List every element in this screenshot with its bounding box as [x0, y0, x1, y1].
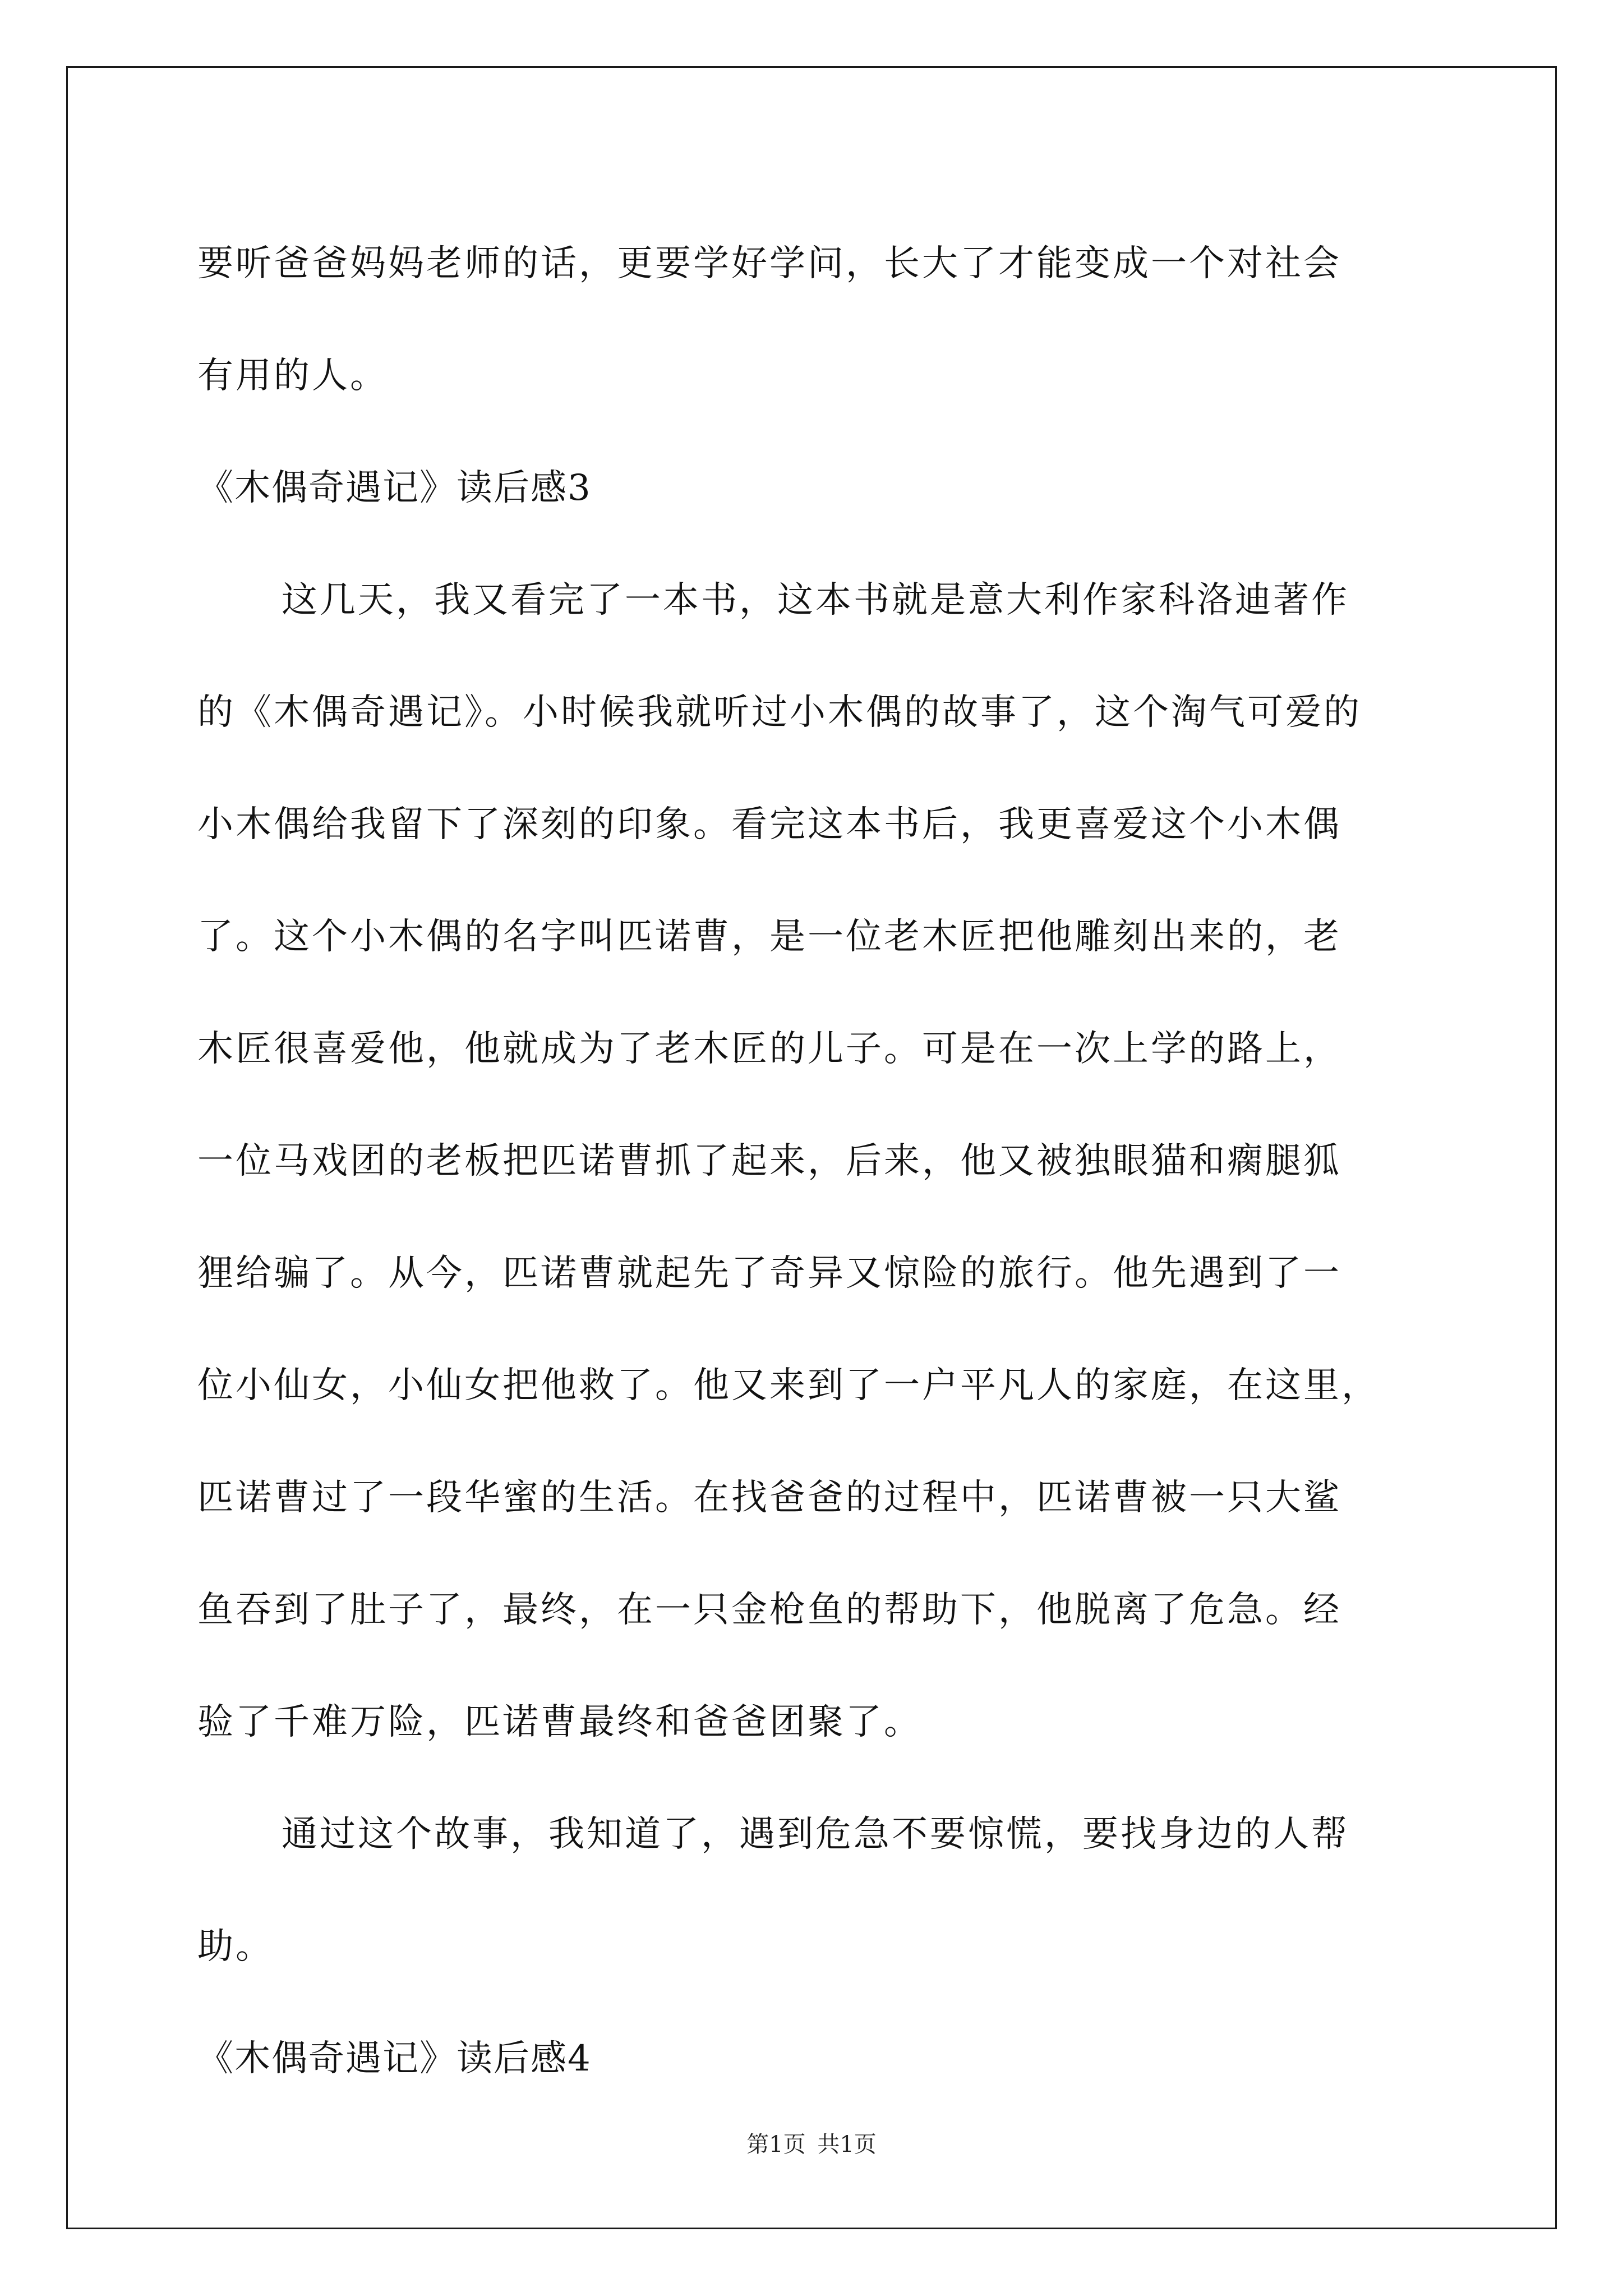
text-line: 有用的人。 [197, 355, 388, 397]
text-line: 验了千难万险，匹诺曹最终和爸爸团聚了。 [197, 1701, 922, 1743]
text-line: 木匠很喜爱他，他就成为了老木匠的儿子。可是在一次上学的路上， [197, 1028, 1341, 1070]
section-heading: 《木偶奇遇记》读后感3 [197, 467, 592, 509]
text-line: 了。这个小木偶的名字叫匹诺曹，是一位老木匠把他雕刻出来的，老 [197, 916, 1341, 958]
text-line: 通过这个故事，我知道了，遇到危急不要惊慌，要找身边的人帮 [282, 1814, 1349, 1855]
text-line: 一位马戏团的老板把匹诺曹抓了起来，后来，他又被独眼猫和瘸腿狐 [197, 1140, 1341, 1182]
page-footer [0, 2131, 1623, 2159]
page-total: 共1页 [817, 2132, 877, 2157]
document-body [197, 208, 1437, 2115]
text-line: 位小仙女，小仙女把他救了。他又来到了一户平凡人的家庭，在这里， [197, 1365, 1380, 1406]
text-line: 的《木偶奇遇记》。小时候我就听过小木偶的故事了，这个淘气可爱的 [197, 692, 1362, 733]
text-line: 助。 [197, 1926, 274, 1967]
text-line: 这几天，我又看完了一本书，这本书就是意大利作家科洛迪著作 [282, 579, 1349, 621]
page-number: 第1页 [746, 2132, 806, 2157]
text-line: 狸给骗了。从今，匹诺曹就起先了奇异又惊险的旅行。他先遇到了一 [197, 1253, 1341, 1294]
text-line: 要听爸爸妈妈老师的话，更要学好学问，长大了才能变成一个对社会 [197, 243, 1341, 284]
text-line: 鱼吞到了肚子了，最终，在一只金枪鱼的帮助下，他脱离了危急。经 [197, 1589, 1341, 1631]
text-line: 小木偶给我留下了深刻的印象。看完这本书后，我更喜爱这个小木偶 [197, 804, 1341, 845]
text-line: 匹诺曹过了一段华蜜的生活。在找爸爸的过程中，匹诺曹被一只大鲨 [197, 1477, 1341, 1519]
section-heading: 《木偶奇遇记》读后感4 [197, 2038, 592, 2079]
